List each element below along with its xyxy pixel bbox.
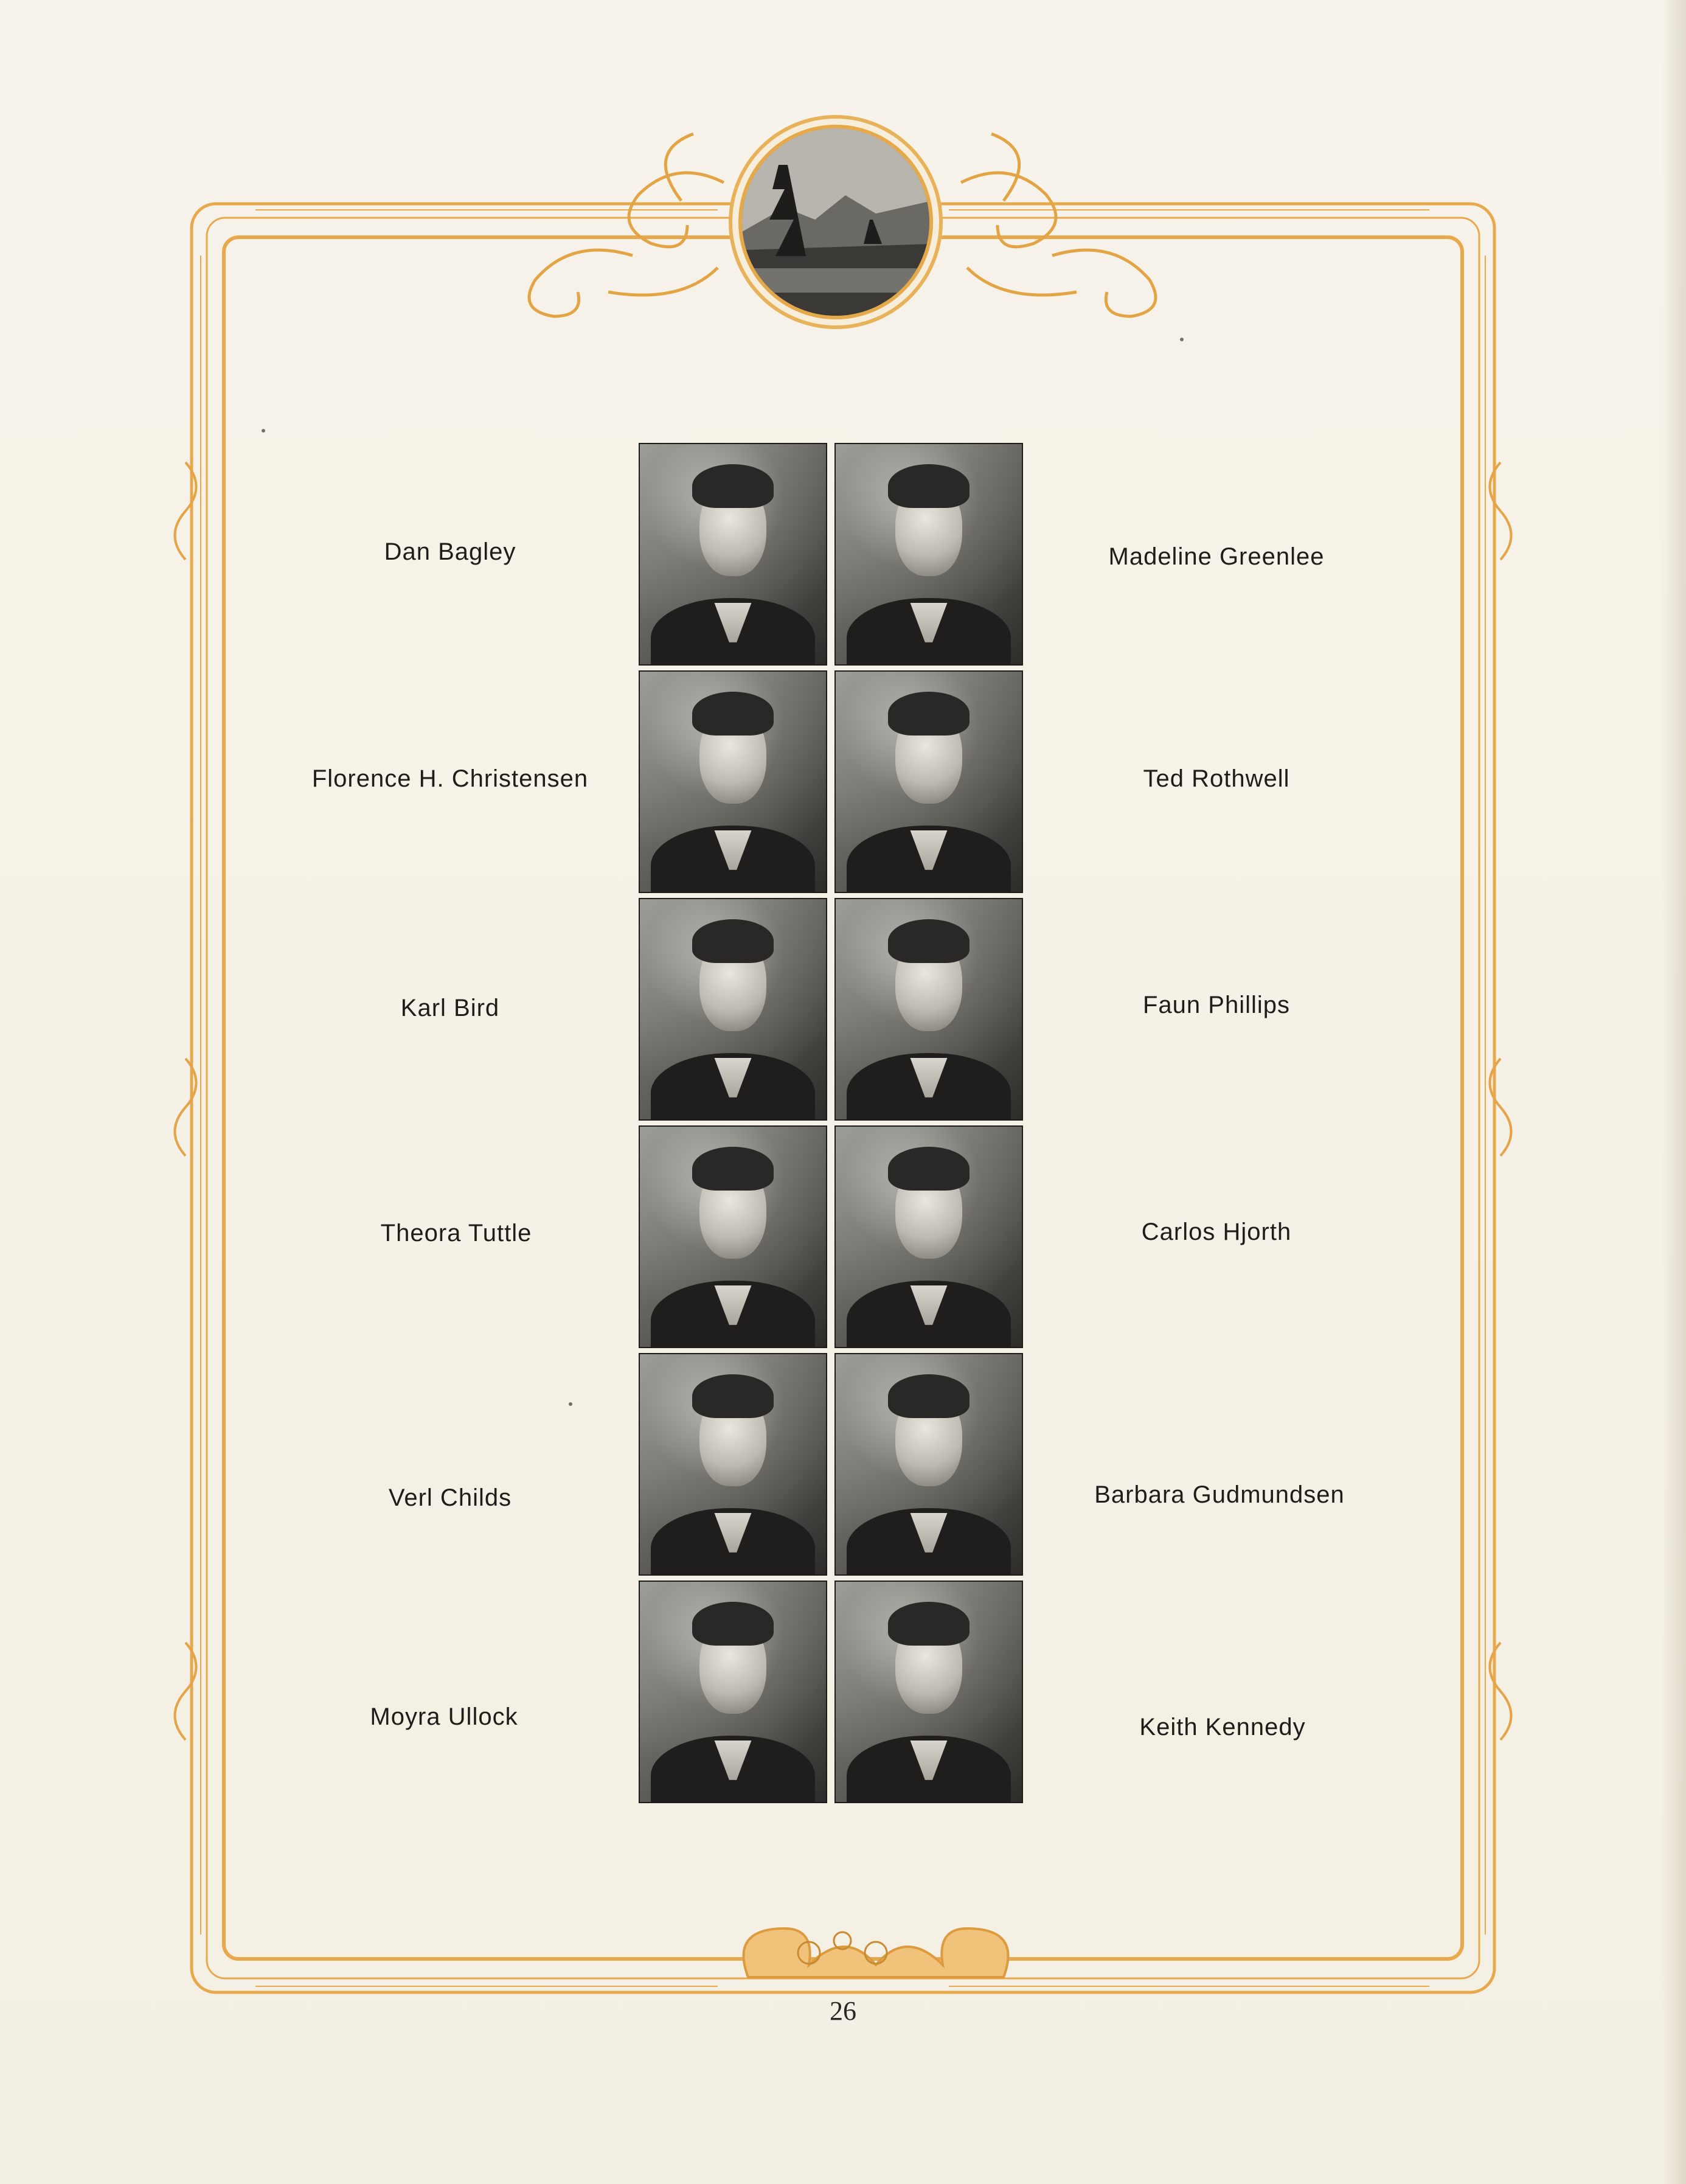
portrait-photo bbox=[639, 443, 827, 666]
paper-speck bbox=[262, 429, 265, 433]
student-name-left-2: Florence H. Christensen bbox=[311, 765, 589, 792]
portrait-photo bbox=[639, 1581, 827, 1803]
landscape-medallion-image bbox=[738, 125, 933, 319]
portrait-photo bbox=[639, 898, 827, 1121]
paper-speck bbox=[1180, 338, 1184, 341]
portrait-grid bbox=[639, 443, 1028, 1803]
portrait-photo bbox=[834, 1353, 1023, 1576]
student-name-right-3: Faun Phillips bbox=[1142, 992, 1290, 1018]
student-name-right-5: Barbara Gudmundsen bbox=[1094, 1481, 1345, 1508]
page-number: 26 bbox=[830, 1996, 856, 2026]
student-name-right-1: Madeline Greenlee bbox=[1108, 543, 1325, 570]
student-name-left-6: Moyra Ullock bbox=[370, 1703, 518, 1730]
portrait-photo bbox=[834, 443, 1023, 666]
portrait-photo bbox=[834, 1581, 1023, 1803]
portrait-photo bbox=[834, 1125, 1023, 1348]
student-name-left-4: Theora Tuttle bbox=[380, 1220, 532, 1247]
student-name-left-5: Verl Childs bbox=[388, 1484, 512, 1511]
student-name-right-6: Keith Kennedy bbox=[1139, 1714, 1306, 1741]
portrait-photo bbox=[639, 1353, 827, 1576]
portrait-photo bbox=[639, 670, 827, 893]
portrait-photo bbox=[834, 670, 1023, 893]
portrait-photo bbox=[834, 898, 1023, 1121]
mountain-landscape-icon bbox=[742, 128, 929, 316]
student-name-right-2: Ted Rothwell bbox=[1143, 765, 1290, 792]
portrait-photo bbox=[639, 1125, 827, 1348]
student-name-left-3: Karl Bird bbox=[400, 995, 500, 1021]
student-name-left-1: Dan Bagley bbox=[384, 538, 516, 565]
paper-speck bbox=[569, 1402, 572, 1406]
student-name-right-4: Carlos Hjorth bbox=[1141, 1219, 1292, 1245]
